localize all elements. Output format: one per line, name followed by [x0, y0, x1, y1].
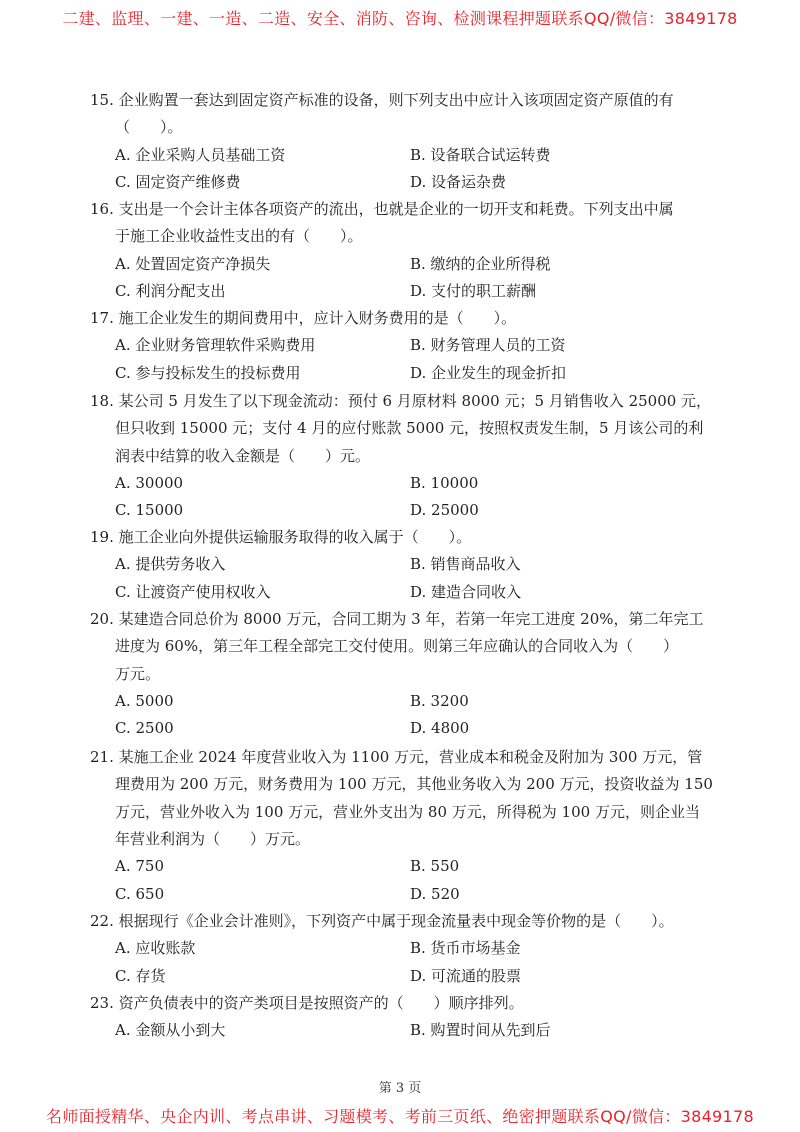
- answer-option: A. 应收账款: [115, 939, 196, 958]
- footer-banner: 名师面授精华、央企内训、考点串讲、习题模考、考前三页纸、绝密押题联系QQ/微信：3849178: [46, 1107, 754, 1126]
- answer-option: A. 处置固定资产净损失: [115, 254, 271, 273]
- answer-option: D. 支付的职工薪酬: [410, 281, 537, 300]
- page-number: 第 3 页: [378, 1081, 422, 1096]
- answer-option: D. 4800: [410, 719, 470, 738]
- question-stem-continued: 理费用为 200 万元，财务费用为 100 万元，其他业务收入为 200 万元，投资收益为 150: [115, 775, 713, 794]
- question-stem: 15. 企业购置一套达到固定资产标准的设备，则下列支出中应计入该项固定资产原值的有: [90, 91, 674, 109]
- question-stem-continued: 万元。: [115, 664, 161, 683]
- question-stem: 20. 某建造合同总价为 8000 万元，合同工期为 3 年，若第一年完工进度 20%，第二年完工: [90, 610, 704, 628]
- question-stem: 19. 施工企业向外提供运输服务取得的收入属于（ ）。: [90, 528, 472, 546]
- answer-option: D. 520: [410, 884, 460, 903]
- answer-option: C. 参与投标发生的投标费用: [115, 363, 301, 382]
- answer-option: D. 建造合同收入: [410, 582, 522, 601]
- header-banner: 二建、监理、一建、一造、二造、安全、消防、咨询、检测课程押题联系QQ/微信：3849178: [62, 9, 738, 28]
- answer-option: D. 企业发生的现金折扣: [410, 363, 567, 382]
- answer-option: C. 15000: [115, 501, 184, 520]
- answer-option: B. 3200: [410, 691, 469, 710]
- answer-option: C. 让渡资产使用权收入: [115, 582, 271, 601]
- answer-option: A. 30000: [115, 473, 184, 492]
- answer-option: B. 货币市场基金: [410, 939, 521, 958]
- answer-option: A. 5000: [115, 691, 174, 710]
- answer-option: A. 企业采购人员基础工资: [115, 145, 286, 164]
- answer-option: A. 提供劳务收入: [115, 555, 226, 574]
- answer-option: C. 存货: [115, 966, 166, 985]
- question-stem-continued: 但只收到 15000 元；支付 4 月的应付账款 5000 元，按照权责发生制，5 月该公司的利: [115, 419, 704, 438]
- answer-option: B. 购置时间从先到后: [410, 1021, 551, 1040]
- answer-option: D. 可流通的股票: [410, 966, 522, 985]
- answer-option: B. 10000: [410, 473, 479, 492]
- question-stem: 22. 根据现行《企业会计准则》，下列资产中属于现金流量表中现金等价物的是（ ）。: [90, 912, 674, 930]
- answer-option: B. 财务管理人员的工资: [410, 336, 566, 355]
- question-stem-continued: 万元，营业外收入为 100 万元，营业外支出为 80 万元，所得税为 100 万元，则企业当: [115, 802, 700, 821]
- answer-option: C. 2500: [115, 719, 174, 738]
- question-stem: 16. 支出是一个会计主体各项资产的流出，也就是企业的一切开支和耗费。下列支出中属: [90, 200, 674, 218]
- answer-option: A. 企业财务管理软件采购费用: [115, 336, 316, 355]
- question-stem-continued: 年营业利润为（ ）万元。: [115, 829, 311, 848]
- question-stem: 21. 某施工企业 2024 年度营业收入为 1100 万元，营业成本和税金及附加为 300 万元，管: [90, 748, 703, 766]
- question-stem: 23. 资产负债表中的资产类项目是按照资产的（ ）顺序排列。: [90, 994, 524, 1012]
- answer-option: A. 金额从小到大: [115, 1021, 226, 1040]
- question-stem-continued: （ ）。: [115, 118, 183, 137]
- answer-option: B. 缴纳的企业所得税: [410, 254, 551, 273]
- question-stem: 18. 某公司 5 月发生了以下现金流动：预付 6 月原材料 8000 元；5 月销售收入 25000 元，: [90, 392, 712, 410]
- answer-option: B. 销售商品收入: [410, 555, 521, 574]
- answer-option: C. 固定资产维修费: [115, 172, 241, 191]
- question-stem: 17. 施工企业发生的期间费用中，应计入财务费用的是（ ）。: [90, 309, 517, 327]
- answer-option: D. 设备运杂费: [410, 172, 507, 191]
- question-stem-continued: 润表中结算的收入金额是（ ）元。: [115, 446, 371, 465]
- question-stem-continued: 进度为 60%，第三年工程全部完工交付使用。则第三年应确认的合同收入为（ ）: [115, 637, 679, 656]
- answer-option: B. 设备联合试运转费: [410, 145, 551, 164]
- answer-option: C. 利润分配支出: [115, 281, 226, 300]
- answer-option: A. 750: [115, 857, 164, 876]
- answer-option: D. 25000: [410, 501, 479, 520]
- answer-option: B. 550: [410, 857, 460, 876]
- question-stem-continued: 于施工企业收益性支出的有（ ）。: [115, 227, 363, 246]
- answer-option: C. 650: [115, 884, 165, 903]
